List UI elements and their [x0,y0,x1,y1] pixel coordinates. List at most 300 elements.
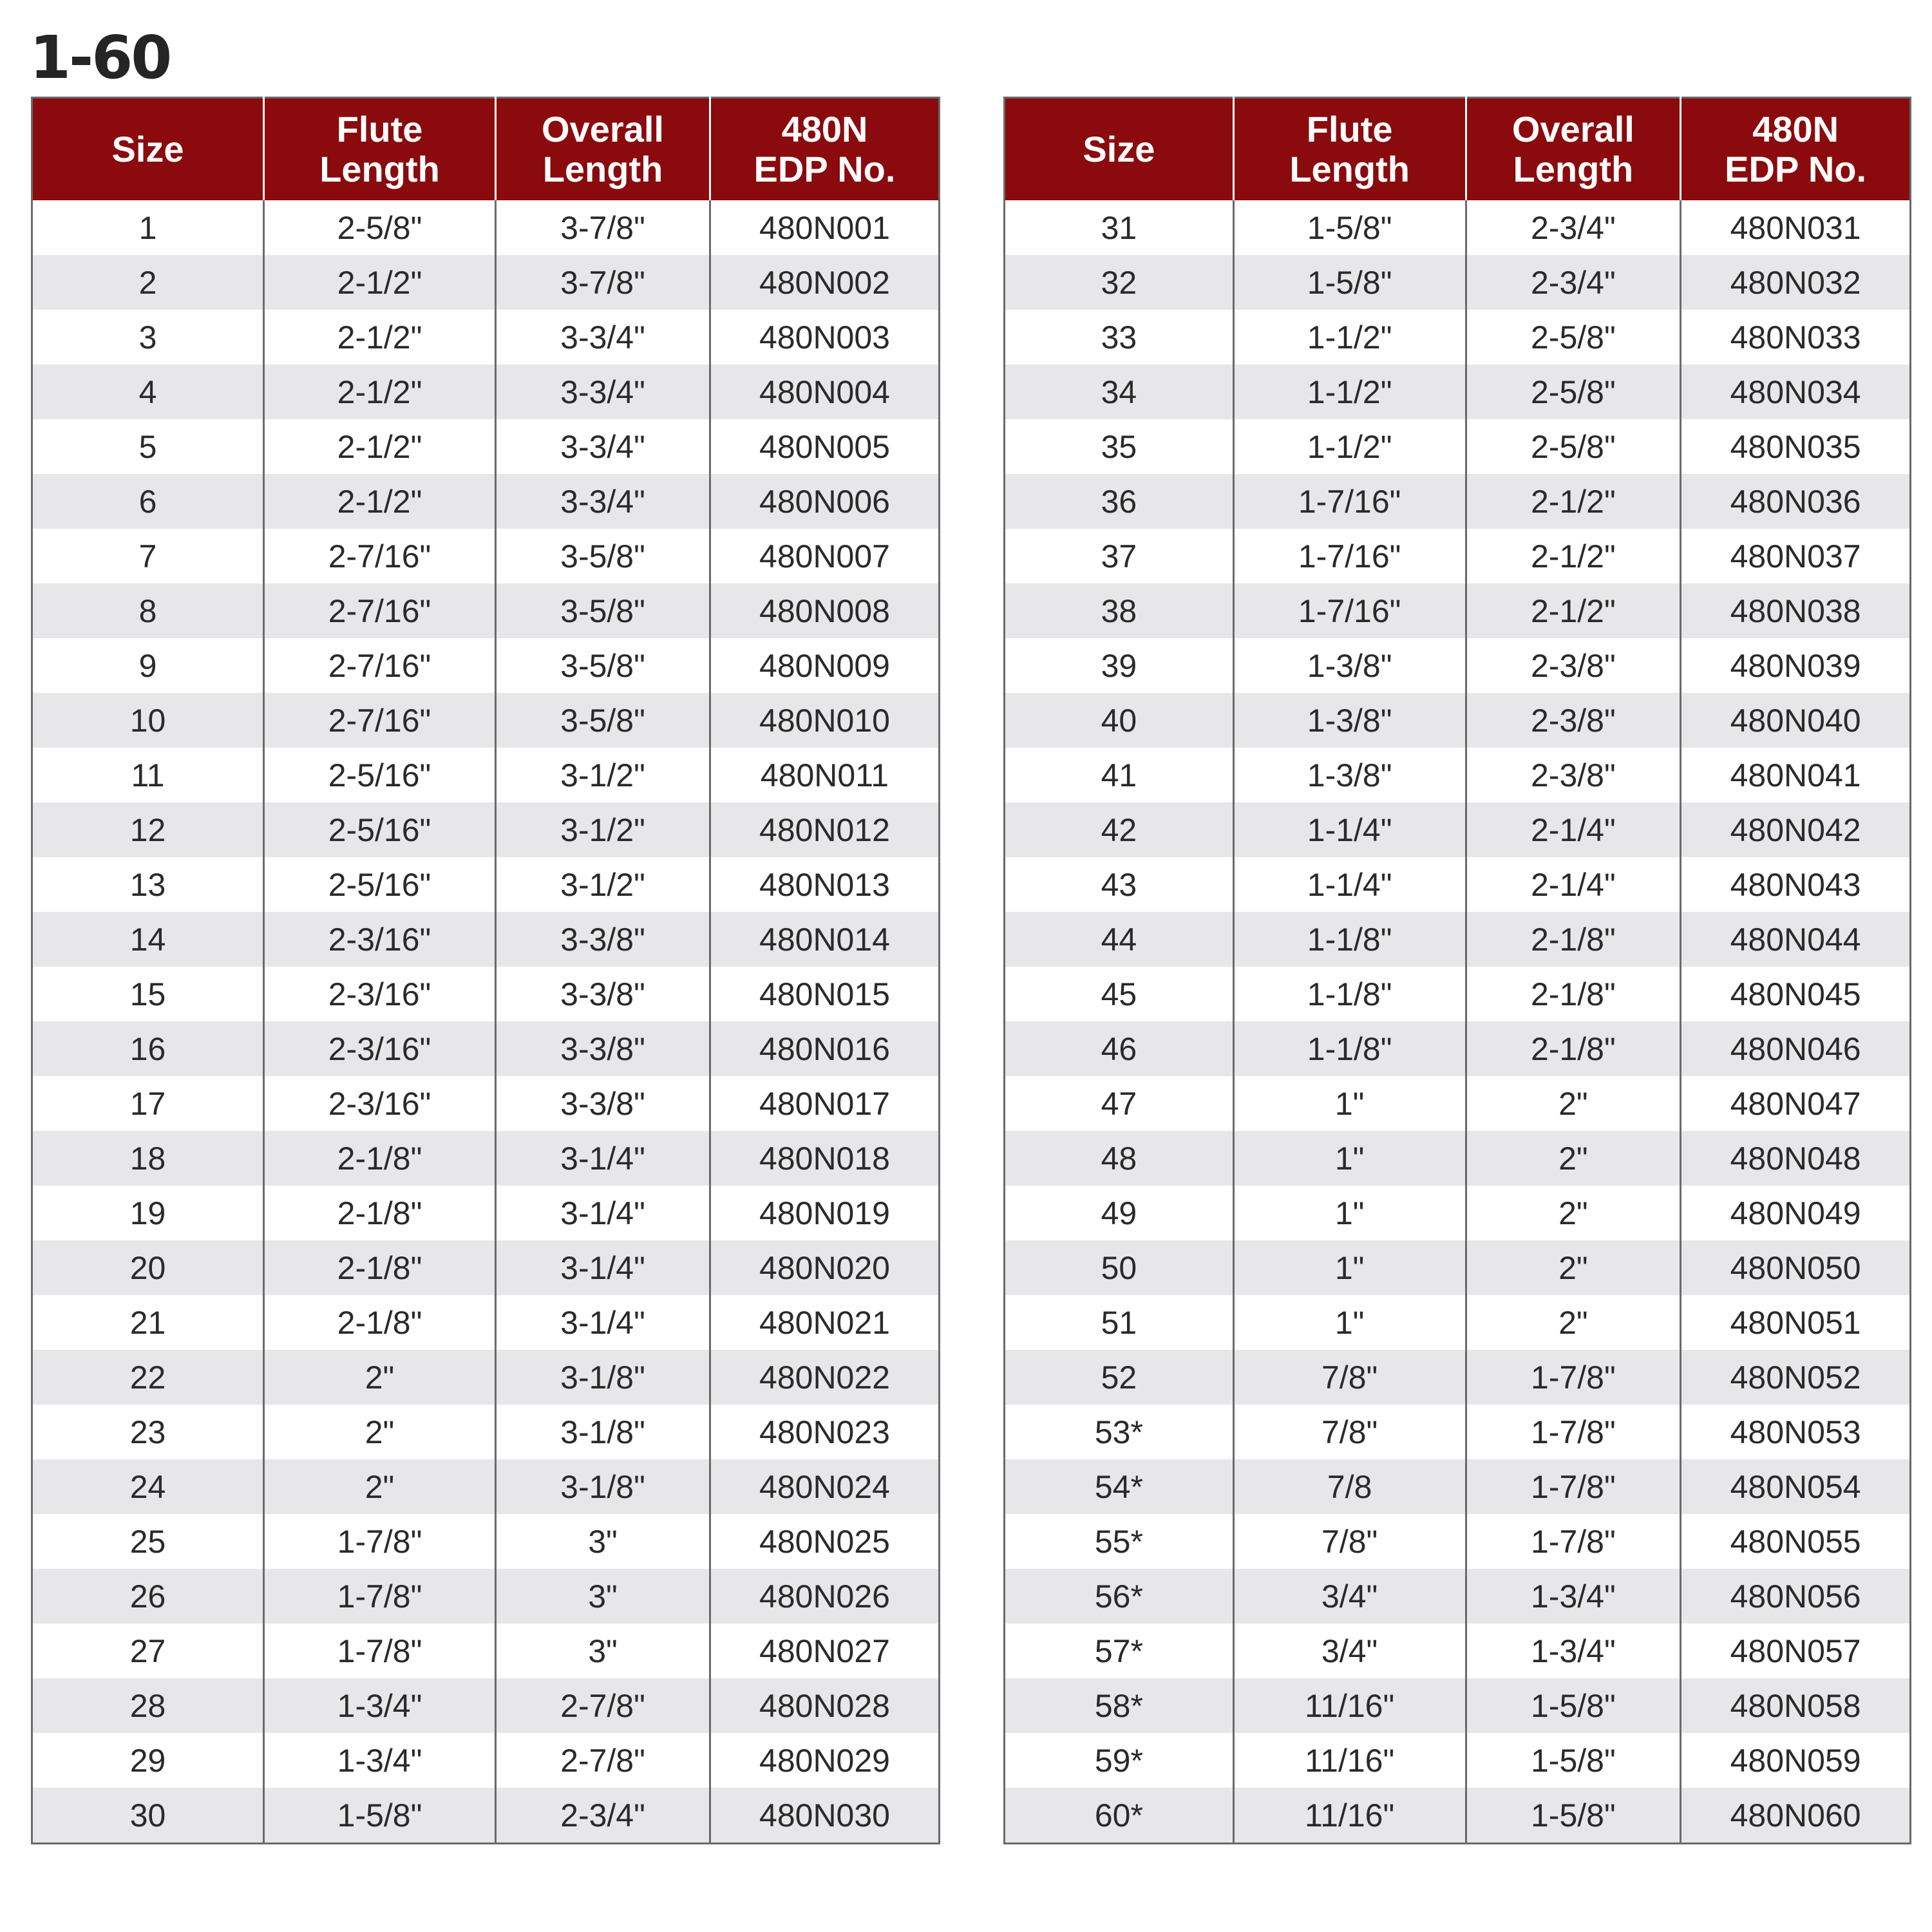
cell-overall-length: 1-5/8" [1466,1678,1681,1733]
cell-overall-length: 3-3/4" [496,365,710,419]
cell-size: 60* [1005,1788,1234,1844]
cell-size: 2 [32,255,264,310]
cell-overall-length: 3-3/4" [496,310,710,365]
cell-overall-length: 2" [1466,1240,1681,1295]
cell-edp-no: 480N056 [1681,1569,1911,1624]
cell-overall-length: 3-3/8" [496,1076,710,1131]
cell-flute-length: 1-3/4" [264,1733,496,1788]
header-flute-line1: Flute [1306,109,1393,149]
header-flute-line1: Flute [336,109,423,149]
cell-overall-length: 3-1/2" [496,857,710,912]
cell-overall-length: 3" [496,1624,710,1678]
cell-flute-length: 1" [1233,1131,1466,1186]
cell-size: 13 [32,857,264,912]
cell-flute-length: 1-1/8" [1233,912,1466,967]
cell-size: 29 [32,1733,264,1788]
cell-flute-length: 2-1/2" [264,310,496,365]
cell-edp-no: 480N029 [710,1733,940,1788]
cell-flute-length: 1-1/8" [1233,1021,1466,1076]
cell-flute-length: 2-5/16" [264,748,496,802]
table-row [32,1295,940,1350]
cell-edp-no: 480N059 [1681,1733,1911,1788]
table-row [32,1678,940,1733]
cell-overall-length: 2-3/4" [496,1788,710,1844]
table-row [1005,1678,1911,1733]
table-row [1005,1131,1911,1186]
cell-edp-no: 480N023 [710,1405,940,1459]
cell-edp-no: 480N041 [1681,748,1911,802]
table-row [1005,1569,1911,1624]
cell-size: 31 [1005,200,1234,255]
cell-edp-no: 480N013 [710,857,940,912]
table-row [32,1405,940,1459]
cell-flute-length: 2-5/16" [264,802,496,857]
cell-size: 53* [1005,1405,1234,1459]
cell-flute-length: 1" [1233,1240,1466,1295]
cell-overall-length: 3" [496,1514,710,1569]
cell-edp-no: 480N035 [1681,419,1911,474]
header-size [32,98,264,201]
cell-flute-length: 3/4" [1233,1569,1466,1624]
table-body-left [32,200,940,1844]
cell-overall-length: 3-7/8" [496,255,710,310]
cell-overall-length: 3-7/8" [496,200,710,255]
cell-edp-no: 480N020 [710,1240,940,1295]
cell-size: 30 [32,1788,264,1844]
cell-overall-length: 3-5/8" [496,529,710,583]
table-row [1005,912,1911,967]
cell-overall-length: 1-5/8" [1466,1733,1681,1788]
header-overall-line1: Overall [1511,109,1634,149]
cell-size: 26 [32,1569,264,1624]
cell-flute-length: 1-7/8" [264,1624,496,1678]
cell-edp-no: 480N022 [710,1350,940,1405]
cell-size: 41 [1005,748,1234,802]
table-row [1005,255,1911,310]
cell-edp-no: 480N015 [710,967,940,1021]
cell-size: 50 [1005,1240,1234,1295]
cell-flute-length: 1-5/8" [1233,200,1466,255]
cell-size: 14 [32,912,264,967]
cell-edp-no: 480N002 [710,255,940,310]
cell-edp-no: 480N049 [1681,1186,1911,1240]
header-row [32,98,940,201]
cell-edp-no: 480N043 [1681,857,1911,912]
table-row [1005,1076,1911,1131]
cell-flute-length: 7/8 [1233,1459,1466,1514]
cell-size: 10 [32,693,264,748]
cell-size: 49 [1005,1186,1234,1240]
cell-overall-length: 2-1/4" [1466,802,1681,857]
cell-flute-length: 3/4" [1233,1624,1466,1678]
table-row [1005,419,1911,474]
cell-flute-length: 1" [1233,1186,1466,1240]
cell-flute-length: 2" [264,1350,496,1405]
table-row [1005,638,1911,693]
cell-size: 35 [1005,419,1234,474]
cell-size: 9 [32,638,264,693]
cell-flute-length: 2-1/2" [264,365,496,419]
cell-overall-length: 3-5/8" [496,583,710,638]
cell-edp-no: 480N050 [1681,1240,1911,1295]
cell-overall-length: 3-1/2" [496,748,710,802]
cell-flute-length: 1-7/16" [1233,583,1466,638]
table-body-right [1005,200,1911,1844]
cell-flute-length: 1-7/8" [264,1569,496,1624]
cell-flute-length: 1" [1233,1295,1466,1350]
table-row [1005,1186,1911,1240]
header-flute-length [1233,98,1466,201]
cell-edp-no: 480N052 [1681,1350,1911,1405]
cell-overall-length: 3-1/8" [496,1350,710,1405]
cell-flute-length: 1-1/2" [1233,419,1466,474]
cell-overall-length: 3-3/8" [496,967,710,1021]
cell-size: 43 [1005,857,1234,912]
header-edp-line1: 480N [781,109,868,149]
table-row [1005,967,1911,1021]
cell-edp-no: 480N051 [1681,1295,1911,1350]
cell-edp-no: 480N014 [710,912,940,967]
cell-overall-length: 2-3/8" [1466,638,1681,693]
cell-edp-no: 480N004 [710,365,940,419]
cell-overall-length: 2-3/8" [1466,748,1681,802]
cell-flute-length: 7/8" [1233,1514,1466,1569]
table-row [1005,1405,1911,1459]
cell-flute-length: 2-3/16" [264,1076,496,1131]
table-row [1005,857,1911,912]
table-row [1005,583,1911,638]
table-row [1005,310,1911,365]
table-row [32,255,940,310]
table-row [32,200,940,255]
cell-size: 59* [1005,1733,1234,1788]
cell-edp-no: 480N025 [710,1514,940,1569]
cell-edp-no: 480N011 [710,748,940,802]
header-edp-line2: EDP No. [1725,149,1867,189]
table-row [1005,802,1911,857]
cell-overall-length: 2-1/8" [1466,967,1681,1021]
cell-edp-no: 480N054 [1681,1459,1911,1514]
cell-overall-length: 2-7/8" [496,1733,710,1788]
table-row [32,638,940,693]
cell-size: 52 [1005,1350,1234,1405]
header-overall-line1: Overall [542,109,664,149]
cell-size: 33 [1005,310,1234,365]
cell-edp-no: 480N018 [710,1131,940,1186]
cell-overall-length: 1-3/4" [1466,1569,1681,1624]
cell-size: 28 [32,1678,264,1733]
header-edp-line2: EDP No. [753,149,896,189]
cell-edp-no: 480N007 [710,529,940,583]
cell-overall-length: 2" [1466,1076,1681,1131]
cell-size: 12 [32,802,264,857]
cell-flute-length: 2" [264,1405,496,1459]
cell-overall-length: 2-1/8" [1466,1021,1681,1076]
cell-size: 32 [1005,255,1234,310]
table-row [32,1021,940,1076]
cell-edp-no: 480N060 [1681,1788,1911,1844]
cell-edp-no: 480N008 [710,583,940,638]
table-row [1005,1788,1911,1844]
cell-size: 42 [1005,802,1234,857]
cell-size: 57* [1005,1624,1234,1678]
cell-overall-length: 2-1/2" [1466,583,1681,638]
cell-flute-length: 2-1/8" [264,1240,496,1295]
cell-overall-length: 3-3/8" [496,912,710,967]
cell-size: 37 [1005,529,1234,583]
cell-flute-length: 7/8" [1233,1405,1466,1459]
table-row [32,1131,940,1186]
cell-flute-length: 2-1/8" [264,1295,496,1350]
cell-flute-length: 2-7/16" [264,529,496,583]
cell-flute-length: 1-1/8" [1233,967,1466,1021]
header-row [1005,98,1911,201]
cell-size: 40 [1005,693,1234,748]
cell-flute-length: 2-3/16" [264,1021,496,1076]
cell-edp-no: 480N058 [1681,1678,1911,1733]
cell-size: 7 [32,529,264,583]
table-row [1005,1240,1911,1295]
cell-size: 25 [32,1514,264,1569]
cell-edp-no: 480N003 [710,310,940,365]
cell-size: 21 [32,1295,264,1350]
cell-edp-no: 480N028 [710,1678,940,1733]
table-row [32,1514,940,1569]
cell-flute-length: 1-3/8" [1233,638,1466,693]
table-row [32,1733,940,1788]
table-row [1005,1733,1911,1788]
cell-size: 24 [32,1459,264,1514]
cell-size: 38 [1005,583,1234,638]
cell-overall-length: 3-1/8" [496,1405,710,1459]
cell-size: 48 [1005,1131,1234,1186]
cell-overall-length: 3-1/2" [496,802,710,857]
cell-flute-length: 1-7/16" [1233,474,1466,529]
cell-overall-length: 2-1/4" [1466,857,1681,912]
cell-overall-length: 1-7/8" [1466,1459,1681,1514]
cell-edp-no: 480N024 [710,1459,940,1514]
cell-size: 11 [32,748,264,802]
table-row [32,1350,940,1405]
cell-size: 16 [32,1021,264,1076]
header-edp-no [710,98,940,201]
cell-edp-no: 480N010 [710,693,940,748]
cell-size: 45 [1005,967,1234,1021]
cell-flute-length: 1-7/16" [1233,529,1466,583]
cell-size: 54* [1005,1459,1234,1514]
cell-size: 3 [32,310,264,365]
header-edp-line1: 480N [1752,109,1839,149]
cell-overall-length: 1-7/8" [1466,1350,1681,1405]
cell-flute-length: 1-1/2" [1233,365,1466,419]
cell-flute-length: 11/16" [1233,1788,1466,1844]
cell-edp-no: 480N005 [710,419,940,474]
table-row [32,583,940,638]
cell-flute-length: 2-1/8" [264,1131,496,1186]
cell-flute-length: 2-3/16" [264,967,496,1021]
cell-size: 17 [32,1076,264,1131]
page-title: 1-60 [30,23,171,92]
cell-edp-no: 480N009 [710,638,940,693]
cell-edp-no: 480N032 [1681,255,1911,310]
table-row [32,857,940,912]
cell-flute-length: 11/16" [1233,1678,1466,1733]
cell-size: 1 [32,200,264,255]
cell-flute-length: 1-5/8" [1233,255,1466,310]
table-row [1005,1295,1911,1350]
cell-overall-length: 2" [1466,1131,1681,1186]
cell-size: 27 [32,1624,264,1678]
cell-flute-length: 2-5/8" [264,200,496,255]
cell-flute-length: 7/8" [1233,1350,1466,1405]
table-row [1005,1459,1911,1514]
cell-overall-length: 3-1/8" [496,1459,710,1514]
spec-table-right [1003,97,1911,1844]
table-row [32,912,940,967]
table-row [32,1788,940,1844]
table-row [1005,1350,1911,1405]
cell-size: 47 [1005,1076,1234,1131]
header-overall-length [496,98,710,201]
table-row [1005,474,1911,529]
cell-size: 36 [1005,474,1234,529]
cell-size: 15 [32,967,264,1021]
cell-flute-length: 1-1/2" [1233,310,1466,365]
cell-size: 46 [1005,1021,1234,1076]
cell-flute-length: 1-1/4" [1233,857,1466,912]
cell-size: 44 [1005,912,1234,967]
cell-overall-length: 3-5/8" [496,693,710,748]
header-size-label: Size [111,129,184,169]
cell-size: 55* [1005,1514,1234,1569]
cell-edp-no: 480N030 [710,1788,940,1844]
cell-flute-length: 2-7/16" [264,693,496,748]
table-row [32,1186,940,1240]
cell-flute-length: 2" [264,1459,496,1514]
cell-overall-length: 1-3/4" [1466,1624,1681,1678]
table-row [32,419,940,474]
cell-overall-length: 2-1/2" [1466,529,1681,583]
table-row [1005,748,1911,802]
table-row [32,1624,940,1678]
cell-edp-no: 480N038 [1681,583,1911,638]
table-row [32,1569,940,1624]
cell-edp-no: 480N027 [710,1624,940,1678]
cell-edp-no: 480N046 [1681,1021,1911,1076]
cell-edp-no: 480N016 [710,1021,940,1076]
cell-overall-length: 3-1/4" [496,1240,710,1295]
cell-flute-length: 2-3/16" [264,912,496,967]
cell-edp-no: 480N040 [1681,693,1911,748]
cell-flute-length: 2-1/2" [264,474,496,529]
cell-edp-no: 480N053 [1681,1405,1911,1459]
cell-edp-no: 480N034 [1681,365,1911,419]
table-row [32,310,940,365]
table-row [32,1076,940,1131]
cell-overall-length: 1-5/8" [1466,1788,1681,1844]
cell-flute-length: 2-1/2" [264,419,496,474]
cell-flute-length: 2-7/16" [264,638,496,693]
cell-overall-length: 2-5/8" [1466,365,1681,419]
header-overall-line2: Length [1513,149,1634,189]
cell-overall-length: 2" [1466,1186,1681,1240]
table-row [32,365,940,419]
cell-overall-length: 3-1/4" [496,1131,710,1186]
cell-edp-no: 480N012 [710,802,940,857]
cell-flute-length: 2-1/8" [264,1186,496,1240]
header-size [1005,98,1234,201]
cell-edp-no: 480N036 [1681,474,1911,529]
cell-edp-no: 480N057 [1681,1624,1911,1678]
table-row [32,802,940,857]
cell-flute-length: 1-5/8" [264,1788,496,1844]
cell-overall-length: 2-1/8" [1466,912,1681,967]
cell-flute-length: 1-3/8" [1233,748,1466,802]
cell-size: 23 [32,1405,264,1459]
cell-overall-length: 2-7/8" [496,1678,710,1733]
cell-overall-length: 3-1/4" [496,1295,710,1350]
cell-edp-no: 480N039 [1681,638,1911,693]
cell-overall-length: 1-7/8" [1466,1514,1681,1569]
cell-size: 18 [32,1131,264,1186]
cell-flute-length: 1" [1233,1076,1466,1131]
table-row [1005,200,1911,255]
cell-edp-no: 480N019 [710,1186,940,1240]
cell-edp-no: 480N026 [710,1569,940,1624]
cell-flute-length: 2-1/2" [264,255,496,310]
cell-size: 8 [32,583,264,638]
header-overall-line2: Length [542,149,663,189]
cell-size: 6 [32,474,264,529]
cell-size: 5 [32,419,264,474]
cell-flute-length: 1-3/8" [1233,693,1466,748]
cell-edp-no: 480N001 [710,200,940,255]
cell-overall-length: 3-5/8" [496,638,710,693]
header-flute-line2: Length [319,149,440,189]
cell-size: 51 [1005,1295,1234,1350]
cell-overall-length: 2-3/4" [1466,255,1681,310]
cell-overall-length: 2-3/4" [1466,200,1681,255]
cell-edp-no: 480N006 [710,474,940,529]
cell-size: 4 [32,365,264,419]
cell-size: 34 [1005,365,1234,419]
cell-size: 39 [1005,638,1234,693]
header-flute-length [264,98,496,201]
cell-overall-length: 3-3/8" [496,1021,710,1076]
table-row [32,693,940,748]
cell-overall-length: 2-1/2" [1466,474,1681,529]
header-size-label: Size [1083,129,1155,169]
cell-edp-no: 480N031 [1681,200,1911,255]
cell-overall-length: 3-3/4" [496,419,710,474]
header-edp-no [1681,98,1911,201]
cell-edp-no: 480N017 [710,1076,940,1131]
cell-overall-length: 2-5/8" [1466,419,1681,474]
table-row [32,1459,940,1514]
cell-edp-no: 480N037 [1681,529,1911,583]
table-row [1005,529,1911,583]
cell-overall-length: 2-5/8" [1466,310,1681,365]
cell-overall-length: 1-7/8" [1466,1405,1681,1459]
cell-overall-length: 2-3/8" [1466,693,1681,748]
cell-flute-length: 1-7/8" [264,1514,496,1569]
cell-flute-length: 11/16" [1233,1733,1466,1788]
table-row [32,1240,940,1295]
spec-table-left [31,97,940,1844]
cell-size: 19 [32,1186,264,1240]
cell-flute-length: 1-1/4" [1233,802,1466,857]
cell-size: 22 [32,1350,264,1405]
